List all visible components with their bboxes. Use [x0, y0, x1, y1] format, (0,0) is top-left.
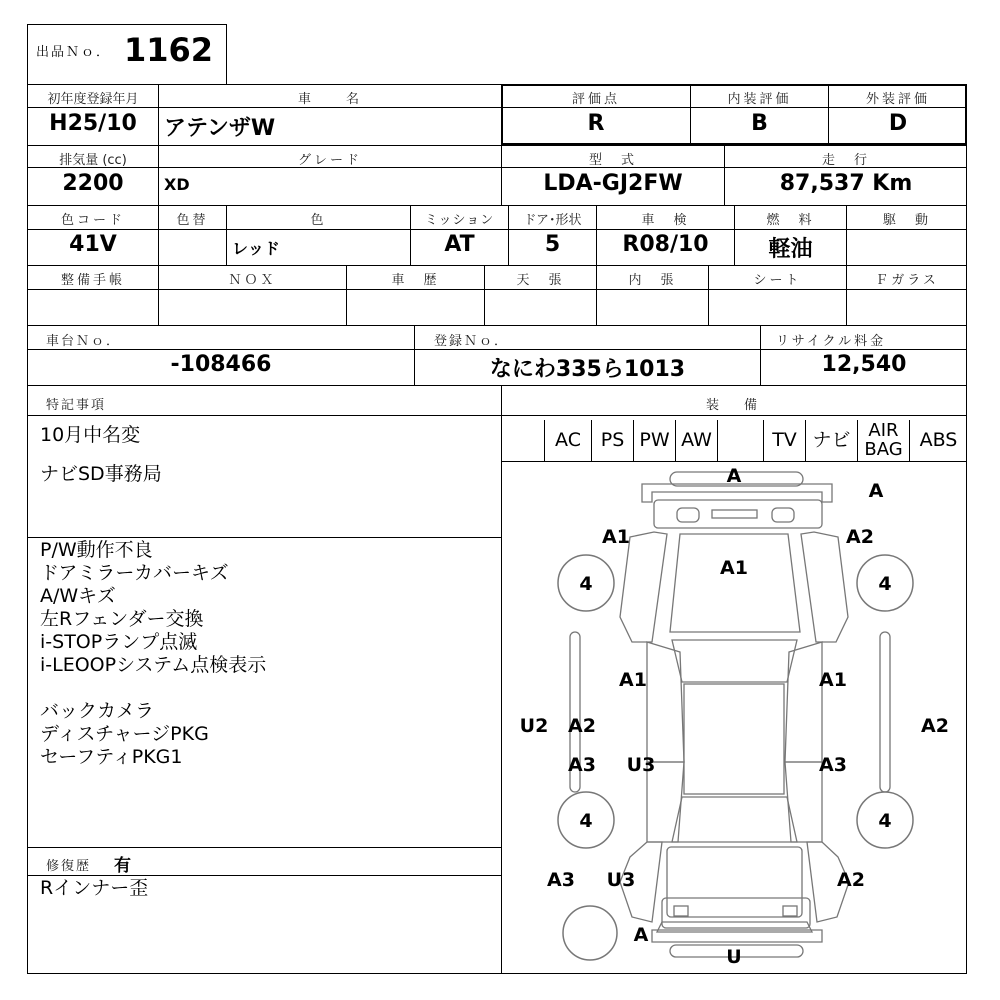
history-label: 車 歴: [391, 273, 440, 288]
note-line: P/W動作不良: [40, 539, 153, 561]
chassis-label: 車台Ｎｏ．: [46, 334, 122, 349]
notes-label: 特記事項: [46, 398, 107, 413]
grade-label: グレード: [297, 153, 362, 168]
rule: [27, 847, 502, 848]
rule: [27, 875, 502, 876]
rule: [27, 349, 967, 350]
door-value: 5: [544, 232, 561, 257]
score-value: R: [587, 111, 605, 136]
rule: [27, 325, 967, 326]
mark-right-side-a2: A2: [921, 715, 949, 737]
nox-label: ＮＯＸ: [228, 273, 277, 288]
note-line: ディスチャージPKG: [40, 723, 209, 745]
first-reg-value: H25/10: [49, 111, 137, 136]
interior-label: 内装評価: [727, 92, 792, 107]
mark-hood: A1: [720, 557, 748, 579]
inspection-value: R08/10: [622, 232, 709, 257]
color-code-label: 色コード: [60, 213, 125, 228]
grade-value: XD: [164, 175, 190, 194]
rule: [27, 145, 967, 146]
lot-number-label: 出品Ｎｏ．: [36, 45, 112, 60]
drive-label: 駆 動: [882, 213, 931, 228]
note-line: 左Rフェンダー交換: [40, 608, 204, 630]
inspection-label: 車 検: [641, 213, 690, 228]
equipment-item-navi: ナビ: [805, 420, 857, 462]
headliner-label: 天 張: [516, 273, 565, 288]
tire-circles: [558, 555, 913, 960]
fuel-label: 燃 料: [766, 213, 815, 228]
color-code-value: 41V: [69, 232, 117, 257]
rule: [27, 265, 967, 266]
chassis-value: -108466: [170, 352, 272, 377]
equipment-item-ac: AC: [544, 420, 591, 462]
mark-front: A: [726, 465, 742, 487]
mark-rear-center: U3: [606, 869, 636, 891]
color-label: 色: [310, 213, 327, 228]
note-line: ナビSD事務局: [40, 463, 162, 485]
registration-value: なにわ335ら1013: [489, 357, 686, 382]
mark-fl-door: A1: [619, 669, 647, 691]
lot-number-value: 1162: [124, 31, 214, 69]
mark-rl-fender: A3: [547, 869, 575, 891]
mission-label: ミッション: [424, 213, 495, 228]
model-value: LDA-GJ2FW: [543, 171, 683, 196]
registration-label: 登録Ｎｏ．: [434, 334, 510, 349]
mark-left-side-a2: A2: [568, 715, 596, 737]
model-label: 型 式: [588, 153, 637, 168]
note-line: i-LEOOPシステム点検表示: [40, 654, 267, 676]
recycle-label: リサイクル料金: [776, 334, 887, 349]
rule: [27, 537, 502, 538]
mileage-label: 走 行: [821, 153, 870, 168]
equipment-label: 装 備: [705, 398, 763, 413]
interior-value: B: [751, 111, 768, 136]
car-name-value: アテンザW: [164, 116, 276, 141]
interior-trim-label: 内 張: [628, 273, 677, 288]
exterior-value: D: [888, 111, 908, 136]
rule: [27, 205, 967, 206]
mark-rear-under: U: [726, 946, 742, 968]
mark-fr-fender: A2: [846, 526, 874, 548]
rule: [27, 107, 502, 108]
lot-number-box: [27, 24, 227, 85]
mark-roof: U3: [626, 754, 656, 776]
note-line: A/Wキズ: [40, 585, 116, 607]
equipment-item-blank: [717, 420, 763, 462]
car-name-label: 車 名: [297, 92, 362, 107]
mark-left-side-u2: U2: [519, 715, 549, 737]
rule: [501, 107, 967, 108]
mark-rear-bumper: A: [633, 924, 649, 946]
mileage-value: 87,537 Km: [779, 171, 913, 196]
equipment-item-airbag: AIR BAG: [857, 420, 909, 462]
equipment-item-abs: ABS: [909, 420, 967, 462]
mark-fr-tire: 4: [878, 573, 892, 595]
equipment-item-tv: TV: [763, 420, 805, 462]
recycle-value: 12,540: [821, 352, 907, 377]
note-line: バックカメラ: [40, 700, 155, 722]
car-damage-diagram: [502, 462, 967, 974]
windshield-label: Ｆガラス: [875, 273, 939, 288]
equipment-item-pw: PW: [633, 420, 675, 462]
rule: [27, 385, 967, 386]
displacement-value: 2200: [62, 171, 124, 196]
rule: [27, 289, 967, 290]
door-label: ドア･形状: [523, 213, 582, 228]
mark-rr-fender: A2: [837, 869, 865, 891]
maintenance-book-label: 整備手帳: [60, 273, 125, 288]
repair-detail: Rインナー歪: [40, 877, 149, 899]
repair-history-value: 有: [114, 856, 131, 876]
repair-history-label: 修復歴: [46, 859, 92, 874]
color-change-label: 色替: [176, 213, 209, 228]
fuel-value: 軽油: [768, 237, 813, 262]
note-line: セーフティPKG1: [40, 746, 183, 768]
equipment-item-blank: [502, 420, 544, 462]
mission-value: AT: [444, 232, 475, 257]
exterior-label: 外装評価: [865, 92, 930, 107]
equipment-item-aw: AW: [675, 420, 717, 462]
mark-fl-fender: A1: [602, 526, 630, 548]
mark-front-right: A: [868, 480, 884, 502]
displacement-label: 排気量 (cc): [59, 153, 127, 168]
mark-rr-tire: 4: [878, 810, 892, 832]
first-reg-label: 初年度登録年月: [47, 92, 139, 107]
mark-fr-door: A1: [819, 669, 847, 691]
mark-rl-door: A3: [568, 754, 596, 776]
note-line: i-STOPランプ点滅: [40, 631, 198, 653]
rule: [27, 229, 967, 230]
color-value: レッド: [232, 239, 280, 258]
note-line: 10月中名変: [40, 424, 141, 446]
mark-rl-tire: 4: [579, 810, 593, 832]
equipment-item-ps: PS: [591, 420, 633, 462]
rule: [27, 415, 967, 416]
mark-fl-tire: 4: [579, 573, 593, 595]
seat-label: シート: [753, 273, 802, 288]
note-line: ドアミラーカバーキズ: [40, 562, 229, 584]
mark-rr-door: A3: [819, 754, 847, 776]
score-label: 評価点: [571, 92, 620, 107]
